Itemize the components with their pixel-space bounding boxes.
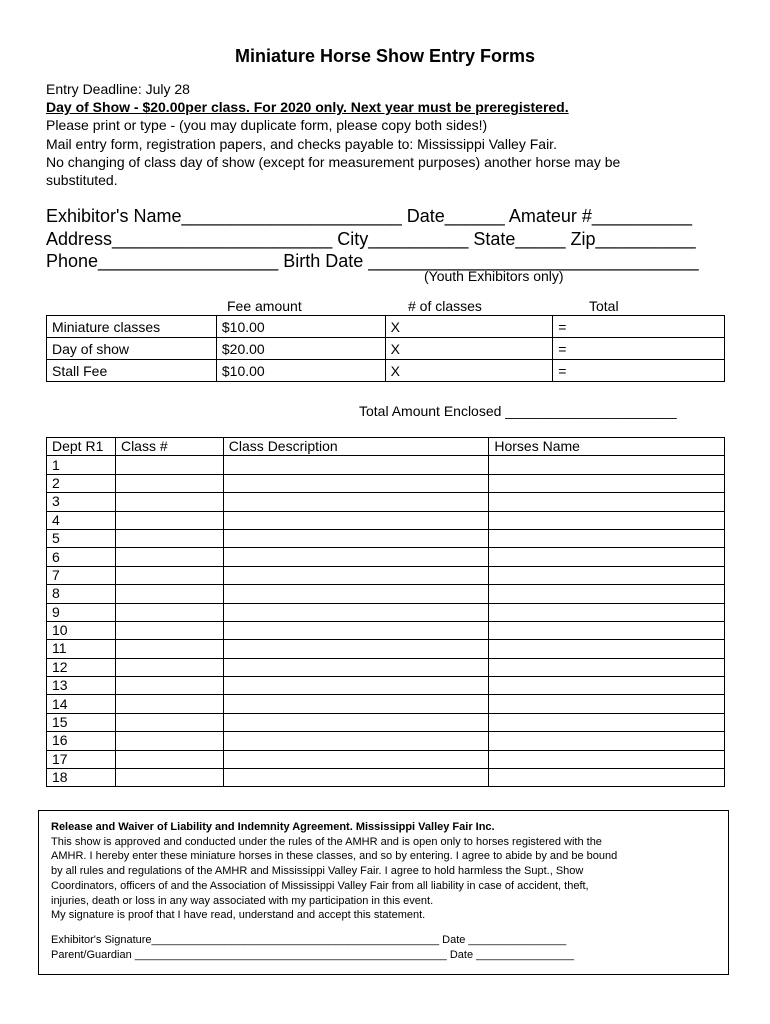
class-number-cell[interactable] <box>115 677 223 695</box>
class-description-cell[interactable] <box>223 603 489 621</box>
class-number-cell[interactable] <box>115 658 223 676</box>
waiver-text-line: injuries, death or loss in any way associated with my participation in this event. <box>51 894 434 907</box>
waiver-box <box>38 810 729 975</box>
table-row <box>47 585 725 603</box>
row-number: 15 <box>47 713 116 731</box>
address-line[interactable]: Address______________________ City__________ State_____ Zip__________ <box>46 228 696 249</box>
row-number: 12 <box>47 658 116 676</box>
row-number: 18 <box>47 769 116 787</box>
class-number-cell[interactable] <box>115 713 223 731</box>
class-description-cell[interactable] <box>223 585 489 603</box>
table-row <box>47 640 725 658</box>
total-amount-enclosed[interactable]: Total Amount Enclosed ______________________ <box>359 403 677 419</box>
table-row <box>47 658 725 676</box>
row-number: 6 <box>47 548 116 566</box>
class-description-cell[interactable] <box>223 658 489 676</box>
class-number-cell[interactable] <box>115 640 223 658</box>
table-row <box>47 695 725 713</box>
guardian-signature-line[interactable]: Parent/Guardian ___________________________________________________ Date ________________ <box>51 948 575 961</box>
row-number: 13 <box>47 677 116 695</box>
class-description-cell[interactable] <box>223 713 489 731</box>
class-number-cell[interactable] <box>115 529 223 547</box>
class-number-cell[interactable] <box>115 493 223 511</box>
class-number-cell[interactable] <box>115 474 223 492</box>
class-description-cell[interactable] <box>223 640 489 658</box>
waiver-text-line: Coordinators, officers of and the Association of Mississippi Valley Fair from all liability in case of accident, theft, <box>51 879 589 892</box>
phone-line[interactable]: Phone__________________ Birth Date _________________________________ <box>46 251 699 271</box>
table-row <box>47 474 725 492</box>
row-number: 14 <box>47 695 116 713</box>
waiver-title: Release and Waiver of Liability and Indemnity Agreement. Mississippi Valley Fair Inc. <box>51 821 495 833</box>
table-row <box>47 732 725 750</box>
class-number-cell[interactable] <box>115 621 223 639</box>
horse-name-cell[interactable] <box>489 750 725 768</box>
table-row <box>47 677 725 695</box>
row-number: 7 <box>47 566 116 584</box>
waiver-text-line: AMHR. I hereby enter these miniature horses in these classes, and so by entering. I agree to abide by and be bound <box>51 850 618 863</box>
total-header: Total <box>589 298 619 314</box>
horse-name-cell[interactable] <box>489 603 725 621</box>
fee-row-label: Day of show <box>47 338 217 360</box>
table-row <box>47 456 725 474</box>
page-title: Miniature Horse Show Entry Forms <box>234 46 536 66</box>
row-number: 2 <box>47 474 116 492</box>
dept-header: Dept R1 <box>47 438 116 456</box>
class-number-cell[interactable] <box>115 585 223 603</box>
class-description-cell[interactable] <box>223 621 489 639</box>
horse-name-cell[interactable] <box>489 695 725 713</box>
horse-name-cell[interactable] <box>489 529 725 547</box>
row-number: 1 <box>47 456 116 474</box>
class-number-cell[interactable] <box>115 456 223 474</box>
table-row <box>47 750 725 768</box>
print-note: Please print or type - (you may duplicate form, please copy both sides!) <box>46 117 488 134</box>
fee-row-count[interactable]: X <box>385 338 553 360</box>
table-row <box>47 713 725 731</box>
classes-count-header: # of classes <box>408 298 482 314</box>
fee-row-count[interactable]: X <box>385 360 553 382</box>
row-number: 8 <box>47 585 116 603</box>
fee-row-fee: $10.00 <box>216 360 385 382</box>
horse-name-cell[interactable] <box>489 658 725 676</box>
horse-name-header: Horses Name <box>489 438 725 456</box>
horse-name-cell[interactable] <box>489 511 725 529</box>
youth-note: (Youth Exhibitors only) <box>424 268 564 284</box>
class-description-cell[interactable] <box>223 456 489 474</box>
fee-row <box>47 338 725 360</box>
intro-block <box>46 80 620 189</box>
class-description-header: Class Description <box>223 438 489 456</box>
class-description-cell[interactable] <box>223 677 489 695</box>
waiver-text-line: by all rules and regulations of the AMHR and Mississippi Valley Fair. I agree to hold harmless the Supt., Show <box>51 865 584 878</box>
table-row <box>47 603 725 621</box>
fee-amount-header: Fee amount <box>227 298 302 314</box>
fee-row-total[interactable]: = <box>553 338 725 360</box>
row-number: 3 <box>47 493 116 511</box>
horse-name-cell[interactable] <box>489 621 725 639</box>
fee-row <box>47 360 725 382</box>
row-number: 17 <box>47 750 116 768</box>
class-number-cell[interactable] <box>115 548 223 566</box>
fee-row-count[interactable]: X <box>385 316 553 338</box>
class-table-header <box>47 438 725 456</box>
horse-name-cell[interactable] <box>489 474 725 492</box>
exhibitor-name-line[interactable]: Exhibitor's Name______________________ Date______ Amateur #__________ <box>46 206 692 226</box>
class-number-cell[interactable] <box>115 732 223 750</box>
horse-name-cell[interactable] <box>489 493 725 511</box>
horse-name-cell[interactable] <box>489 548 725 566</box>
class-description-cell[interactable] <box>223 548 489 566</box>
class-number-header: Class # <box>115 438 223 456</box>
class-number-cell[interactable] <box>115 511 223 529</box>
fee-row <box>47 316 725 338</box>
horse-name-cell[interactable] <box>489 713 725 731</box>
fee-table <box>46 315 725 382</box>
exhibitor-signature-line[interactable]: Exhibitor's Signature_______________________________________________ Date ________________ <box>51 933 567 946</box>
horse-name-cell[interactable] <box>489 732 725 750</box>
class-description-cell[interactable] <box>223 529 489 547</box>
horse-name-cell[interactable] <box>489 677 725 695</box>
horse-name-cell[interactable] <box>489 640 725 658</box>
fee-row-fee: $20.00 <box>216 338 385 360</box>
day-of-show-notice: Day of Show - $20.00per class. For 2020 only. Next year must be preregistered. <box>46 99 569 116</box>
class-description-cell[interactable] <box>223 511 489 529</box>
class-description-cell[interactable] <box>223 750 489 768</box>
row-number: 11 <box>47 640 116 658</box>
fee-row-total[interactable]: = <box>553 360 725 382</box>
entry-deadline: Entry Deadline: July 28 <box>46 81 190 97</box>
class-number-cell[interactable] <box>115 603 223 621</box>
class-description-cell[interactable] <box>223 493 489 511</box>
change-note-line-1: No changing of class day of show (except for measurement purposes) another horse may be <box>46 153 621 170</box>
horse-name-cell[interactable] <box>489 585 725 603</box>
class-description-cell[interactable] <box>223 566 489 584</box>
class-description-cell[interactable] <box>223 769 489 787</box>
horse-name-cell[interactable] <box>489 456 725 474</box>
table-row <box>47 548 725 566</box>
class-number-cell[interactable] <box>115 695 223 713</box>
row-number: 10 <box>47 621 116 639</box>
class-number-cell[interactable] <box>115 750 223 768</box>
table-row <box>47 493 725 511</box>
change-note-line-2: substituted. <box>46 172 118 189</box>
fee-row-label: Stall Fee <box>47 360 217 382</box>
row-number: 4 <box>47 511 116 529</box>
table-row <box>47 529 725 547</box>
horse-name-cell[interactable] <box>489 769 725 787</box>
row-number: 5 <box>47 529 116 547</box>
class-description-cell[interactable] <box>223 695 489 713</box>
fee-row-total[interactable]: = <box>553 316 725 338</box>
waiver-text-line: This show is approved and conducted under the rules of the AMHR and is open only to horses registered with the <box>51 835 602 848</box>
row-number: 16 <box>47 732 116 750</box>
exhibitor-fields <box>46 205 699 273</box>
fee-row-label: Miniature classes <box>47 316 217 338</box>
table-row <box>47 769 725 787</box>
table-row <box>47 511 725 529</box>
fee-row-fee: $10.00 <box>216 316 385 338</box>
table-row <box>47 566 725 584</box>
waiver-text-line: My signature is proof that I have read, understand and accept this statement. <box>51 909 426 922</box>
mail-note: Mail entry form, registration papers, and checks payable to: Mississippi Valley Fair. <box>46 135 557 152</box>
row-number: 9 <box>47 603 116 621</box>
class-number-cell[interactable] <box>115 566 223 584</box>
horse-name-cell[interactable] <box>489 566 725 584</box>
table-row <box>47 621 725 639</box>
class-description-cell[interactable] <box>223 732 489 750</box>
class-entry-table <box>46 437 725 787</box>
class-description-cell[interactable] <box>223 474 489 492</box>
class-number-cell[interactable] <box>115 769 223 787</box>
